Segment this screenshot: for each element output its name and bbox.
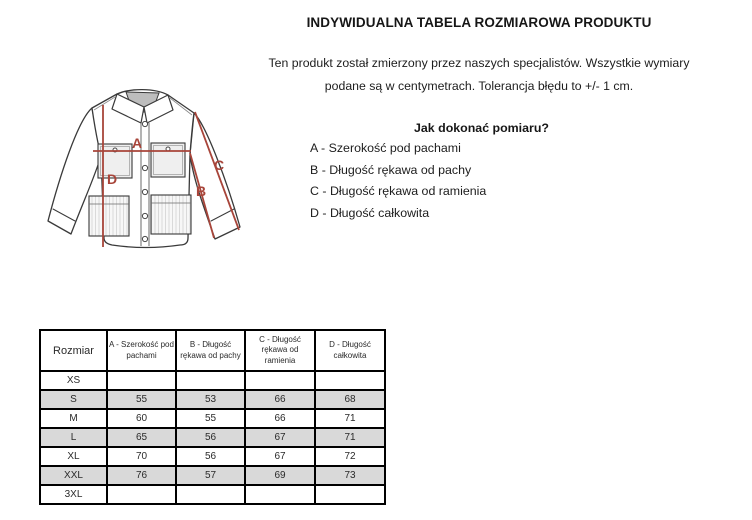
- right-sleeve: [190, 113, 240, 239]
- value-cell: 73: [315, 466, 385, 485]
- table-row-m: [40, 409, 385, 428]
- table-row-xl: [40, 447, 385, 466]
- value-cell: 71: [315, 409, 385, 428]
- how-to-heading: Jak dokonać pomiaru?: [414, 121, 549, 135]
- value-cell: [176, 371, 245, 390]
- value-cell: 67: [245, 428, 315, 447]
- value-cell: 68: [315, 390, 385, 409]
- value-cell: [107, 485, 176, 504]
- value-cell: 72: [315, 447, 385, 466]
- value-cell: [245, 371, 315, 390]
- legend-item-d: D - Długość całkowita: [310, 205, 430, 220]
- table-row-xs: [40, 371, 385, 390]
- table-row-s: [40, 390, 385, 409]
- value-cell: 66: [245, 390, 315, 409]
- size-cell: L: [40, 428, 107, 447]
- value-cell: 56: [176, 447, 245, 466]
- table-row-3xl: [40, 485, 385, 504]
- value-cell: 76: [107, 466, 176, 485]
- column-header-c: C - Długość rękawa od ramienia: [245, 330, 315, 371]
- column-header-b: B - Długość rękawa od pachy: [176, 330, 245, 371]
- intro-paragraph: [238, 52, 720, 98]
- measure-label-d: D: [107, 171, 118, 187]
- value-cell: 67: [245, 447, 315, 466]
- value-cell: [245, 485, 315, 504]
- table-row-xxl: [40, 466, 385, 485]
- column-header-d: D - Długość całkowita: [315, 330, 385, 371]
- size-cell: S: [40, 390, 107, 409]
- jacket-diagram: [35, 78, 280, 263]
- size-table-header-row: [40, 330, 385, 371]
- page-title: INDYWIDUALNA TABELA ROZMIAROWA PRODUKTU: [306, 15, 652, 30]
- value-cell: [107, 371, 176, 390]
- value-cell: 66: [245, 409, 315, 428]
- legend-item-c: C - Długość rękawa od ramienia: [310, 184, 487, 199]
- value-cell: 57: [176, 466, 245, 485]
- legend-item-b: B - Długość rękawa od pachy: [310, 162, 472, 177]
- value-cell: 70: [107, 447, 176, 466]
- value-cell: 55: [176, 409, 245, 428]
- measure-label-b: B: [196, 183, 207, 199]
- size-cell: M: [40, 409, 107, 428]
- size-cell: 3XL: [40, 485, 107, 504]
- size-cell: XXL: [40, 466, 107, 485]
- measurement-legend: [310, 138, 486, 224]
- intro-line-2: podane są w centymetrach. Tolerancja błędu to +/- 1 cm.: [324, 79, 634, 93]
- value-cell: 53: [176, 390, 245, 409]
- table-row-l: [40, 428, 385, 447]
- value-cell: 56: [176, 428, 245, 447]
- size-cell: XS: [40, 371, 107, 390]
- value-cell: [315, 485, 385, 504]
- intro-line-1: Ten produkt został zmierzony przez naszych specjalistów. Wszystkie wymiary: [268, 56, 690, 70]
- value-cell: 60: [107, 409, 176, 428]
- value-cell: [176, 485, 245, 504]
- measure-label-a: A: [132, 135, 143, 151]
- legend-item-a: A - Szerokość pod pachami: [310, 141, 461, 155]
- column-header-a: A - Szerokość pod pachami: [107, 330, 176, 371]
- value-cell: [315, 371, 385, 390]
- size-cell: XL: [40, 447, 107, 466]
- value-cell: 69: [245, 466, 315, 485]
- column-header-size: Rozmiar: [40, 330, 107, 371]
- value-cell: 55: [107, 390, 176, 409]
- value-cell: 71: [315, 428, 385, 447]
- measure-label-c: C: [214, 157, 225, 173]
- value-cell: 65: [107, 428, 176, 447]
- size-table: [39, 329, 386, 505]
